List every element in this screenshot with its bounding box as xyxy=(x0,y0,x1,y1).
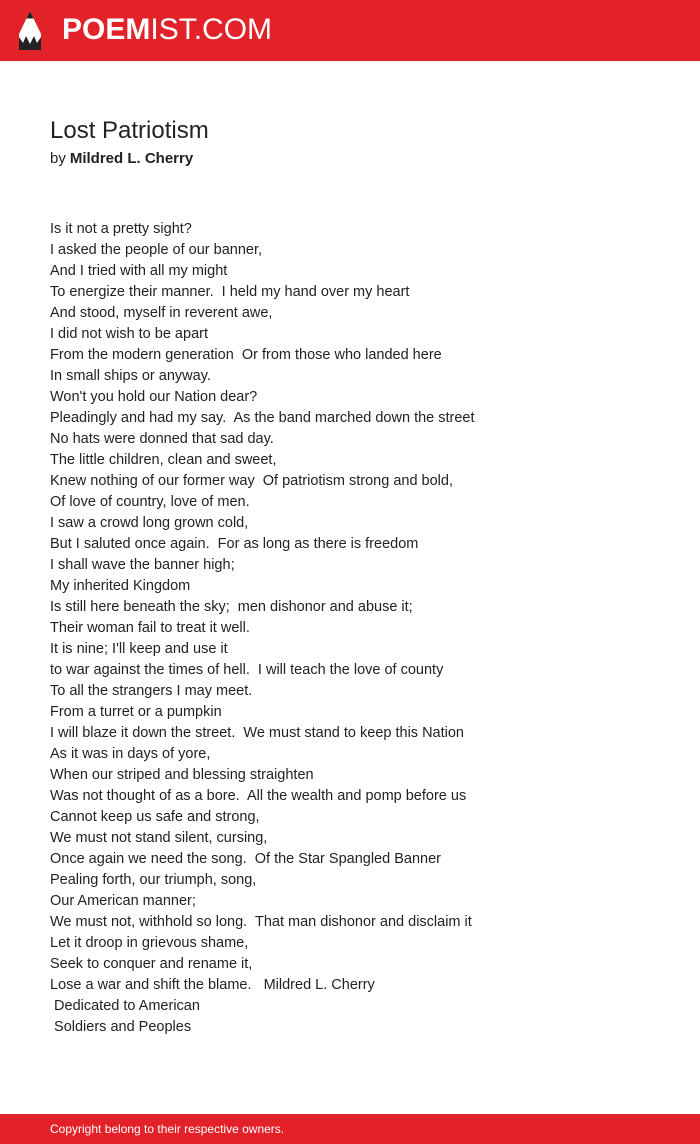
poem-line: Pleadingly and had my say. As the band marched down the street xyxy=(50,410,475,426)
poem-byline xyxy=(50,149,193,169)
poem-line: Knew nothing of our former way Of patriotism strong and bold, xyxy=(50,473,453,489)
poem-line: to war against the times of hell. I will teach the love of county xyxy=(50,662,444,678)
site-logo[interactable] xyxy=(62,13,272,47)
poem-line: I shall wave the banner high; xyxy=(50,557,235,573)
poem-line: Their woman fail to treat it well. xyxy=(50,620,250,636)
poem-line: Dedicated to American xyxy=(50,998,200,1014)
poem-line: To all the strangers I may meet. xyxy=(50,683,253,699)
logo-bold-text: POEM xyxy=(62,13,151,46)
poem-line: I will blaze it down the street. We must stand to keep this Nation xyxy=(50,725,464,741)
poem-line: Is it not a pretty sight? xyxy=(50,221,192,237)
poem-line: Soldiers and Peoples xyxy=(50,1019,192,1035)
poem-line: As it was in days of yore, xyxy=(50,746,211,762)
poem-line: When our striped and blessing straighten xyxy=(50,767,314,783)
poem-line: No hats were donned that sad day. xyxy=(50,431,274,447)
pencil-icon[interactable] xyxy=(17,10,43,52)
poem-line: From a turret or a pumpkin xyxy=(50,704,222,720)
poem-line: Is still here beneath the sky; men dishonor and abuse it; xyxy=(50,599,413,615)
poem-line: We must not, withhold so long. That man dishonor and disclaim it xyxy=(50,914,472,930)
poem-line: I did not wish to be apart xyxy=(50,326,208,342)
poem-line: And I tried with all my might xyxy=(50,263,228,279)
poem-line: The little children, clean and sweet, xyxy=(50,452,277,468)
by-label: by xyxy=(50,150,66,167)
site-header xyxy=(0,0,700,61)
poem-line: My inherited Kingdom xyxy=(50,578,191,594)
poem-body xyxy=(50,219,670,1038)
poem-line: I saw a crowd long grown cold, xyxy=(50,515,249,531)
poem-line: I asked the people of our banner, xyxy=(50,242,263,258)
poem-line: Won't you hold our Nation dear? xyxy=(50,389,258,405)
site-footer xyxy=(0,1114,700,1144)
poem-line: From the modern generation Or from those who landed here xyxy=(50,347,442,363)
poem-line: But I saluted once again. For as long as there is freedom xyxy=(50,536,419,552)
poem-line: Our American manner; xyxy=(50,893,196,909)
poem-line: In small ships or anyway. xyxy=(50,368,211,384)
poem-line: It is nine; I'll keep and use it xyxy=(50,641,228,657)
poem-line: Pealing forth, our triumph, song, xyxy=(50,872,257,888)
poem-line: Lose a war and shift the blame. Mildred L. Cherry xyxy=(50,977,375,993)
poem-line: Of love of country, love of men. xyxy=(50,494,250,510)
poem-line: To energize their manner. I held my hand over my heart xyxy=(50,284,410,300)
poem-title: Lost Patriotism xyxy=(50,117,209,144)
author-name: Mildred L. Cherry xyxy=(69,150,194,167)
poem-line: Was not thought of as a bore. All the wealth and pomp before us xyxy=(50,788,467,804)
copyright-notice: Copyright belong to their respective owners. xyxy=(50,1122,285,1136)
logo-light-text: IST.COM xyxy=(150,13,273,46)
poem-line: We must not stand silent, cursing, xyxy=(50,830,268,846)
poem-line: Seek to conquer and rename it, xyxy=(50,956,253,972)
poem-line: And stood, myself in reverent awe, xyxy=(50,305,273,321)
poem-line: Let it droop in grievous shame, xyxy=(50,935,249,951)
poem-line: Cannot keep us safe and strong, xyxy=(50,809,260,825)
poem-line: Once again we need the song. Of the Star Spangled Banner xyxy=(50,851,441,867)
